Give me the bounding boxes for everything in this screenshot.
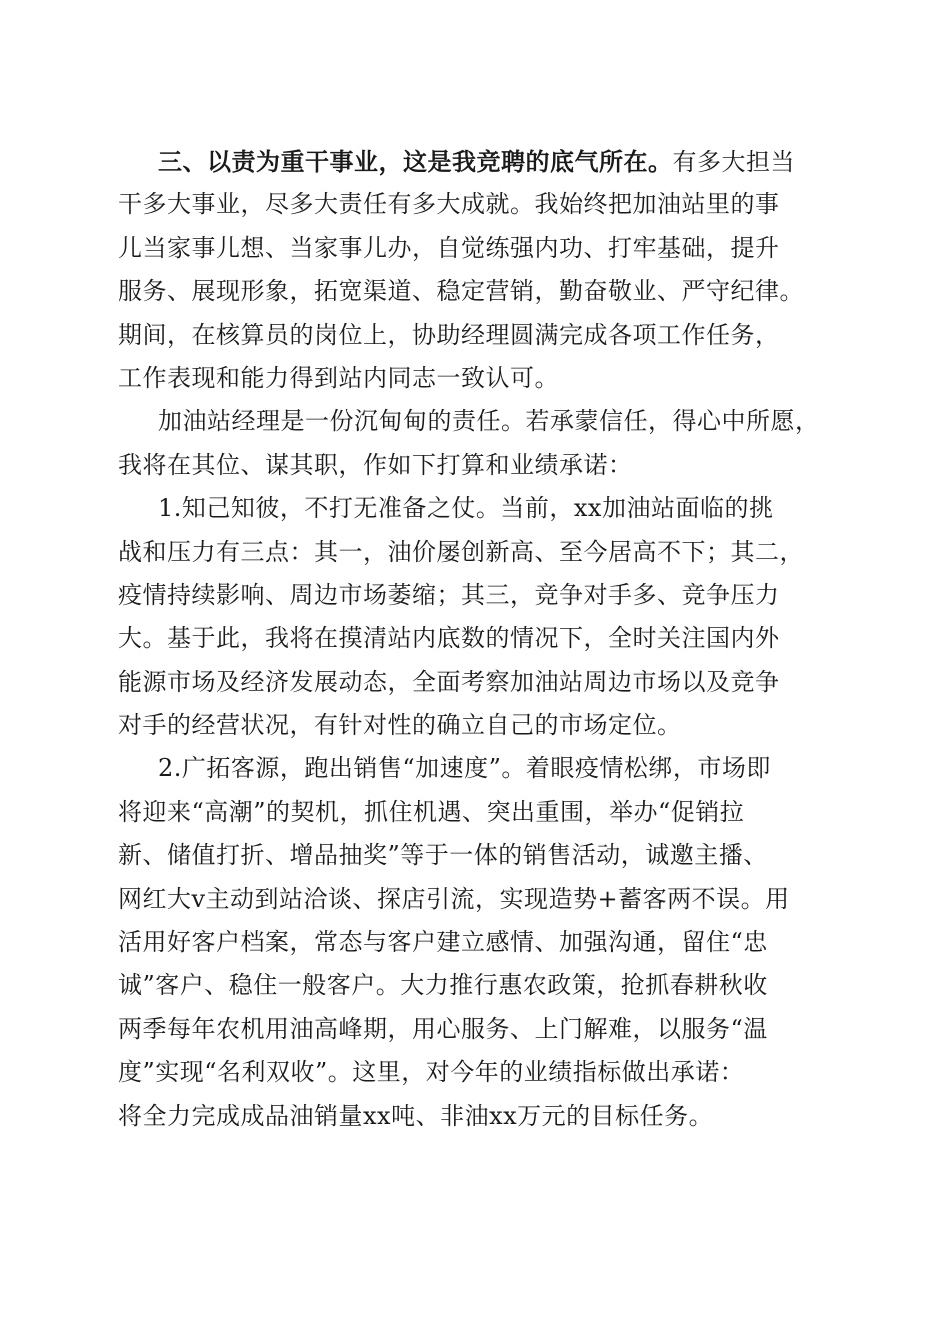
section-3-line-1 xyxy=(118,140,834,183)
item-2-line-5: 活用好客户档案，常态与客户建立感情、加强沟通，留住“忠 xyxy=(118,928,768,957)
item-2-line-1: 2.广拓客源，跑出销售“加速度”。着眼疫情松绑，市场即 xyxy=(158,754,771,783)
item-1-line-5: 能源市场及经济发展动态，全面考察加油站周边市场以及竞争 xyxy=(118,667,780,696)
section-3-heading: 三、以责为重干事业，这是我竞聘的底气所在。 xyxy=(158,147,673,176)
item-2-line-7: 两季每年农机用油高峰期，用心服务、上门解难，以服务“温 xyxy=(118,1014,768,1043)
section-3-line-3: 儿当家事儿想、当家事儿办，自觉练强内功、打牢基础，提升 xyxy=(118,233,780,262)
item-2-line-4: 网红大v主动到站洽谈、探店引流，实现造势+蓄客两不误。用 xyxy=(118,884,790,913)
section-3-line-6: 工作表现和能力得到站内同志一致认可。 xyxy=(118,363,559,392)
item-1-line-1: 1.知己知彼，不打无准备之仗。当前，xx加油站面临的挑 xyxy=(158,494,774,523)
item-1-line-4: 大。基于此，我将在摸清站内底数的情况下，全时关注国内外 xyxy=(118,624,780,653)
document-page xyxy=(118,140,834,1138)
item-2-line-2: 将迎来“高潮”的契机，抓住机遇、突出重围，举办“促销拉 xyxy=(118,797,745,826)
item-1-line-3: 疫情持续影响、周边市场萎缩；其三，竞争对手多、竞争压力 xyxy=(118,580,780,609)
item-2-line-6: 诚”客户、稳住一般客户。大力推行惠农政策，抢抓春耕秋收 xyxy=(118,971,768,1000)
section-3-line-4: 服务、展现形象，拓宽渠道、稳定营销，勤奋敬业、严守纪律。 xyxy=(118,277,804,306)
section-3-line-2: 干多大事业，尽多大责任有多大成就。我始终把加油站里的事 xyxy=(118,190,780,219)
item-2-line-3: 新、储值打折、增品抽奖”等于一体的销售活动，诚邀主播、 xyxy=(118,841,768,870)
section-3-line-1-rest: 有多大担当 xyxy=(672,148,795,176)
item-1-line-2: 战和压力有三点：其一，油价屡创新高、至今居高不下；其二， xyxy=(118,537,804,566)
item-1-line-6: 对手的经营状况，有针对性的确立自己的市场定位。 xyxy=(118,711,682,740)
item-2-line-8: 度”实现“名利双收”。这里，对今年的业绩指标做出承诺： xyxy=(118,1058,745,1087)
intro-line-1: 加油站经理是一份沉甸甸的责任。若承蒙信任，得心中所愿， xyxy=(158,407,820,436)
item-2-line-9: 将全力完成成品油销量xx吨、非油xx万元的目标任务。 xyxy=(118,1101,714,1130)
intro-line-2: 我将在其位、谋其职，作如下打算和业绩承诺： xyxy=(118,450,633,479)
section-3-line-5: 期间，在核算员的岗位上，协助经理圆满完成各项工作任务， xyxy=(118,320,780,349)
